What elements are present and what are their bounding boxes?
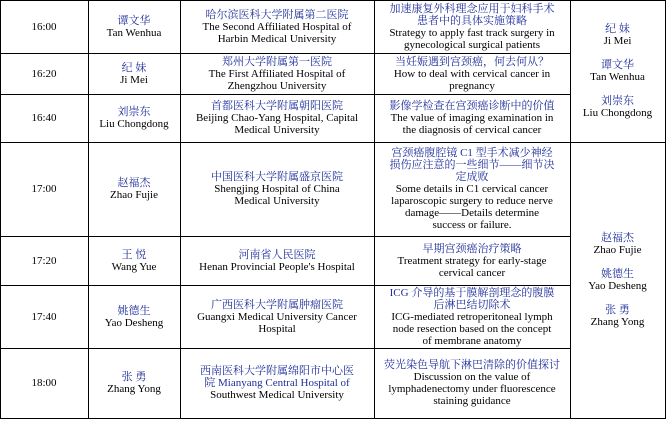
hospital-cell [180, 94, 374, 142]
topic-line: cervical cancer [438, 266, 506, 279]
moderator-name-zh: 赵福杰 [601, 232, 634, 244]
time-cell [0, 94, 88, 142]
speaker-name-zh: 王 悦 [121, 248, 147, 261]
topic-cell [374, 0, 570, 53]
hospital-line: Shengjing Hospital of China [214, 183, 340, 195]
hospital-line: 哈尔滨医科大学附属第二医院 [205, 8, 349, 21]
time-cell [0, 285, 88, 348]
hospital-cell [180, 348, 374, 418]
topic-line: staining guidance [433, 395, 511, 407]
topic-line: damage——Details determine [404, 207, 540, 219]
speaker-cell [88, 285, 180, 348]
topic-line: Treatment strategy for early-stage [397, 254, 547, 267]
topic-cell [374, 53, 570, 94]
moderator-name-en: Zhao Fujie [593, 244, 642, 256]
moderator-name-zh: 纪 妹 [605, 23, 630, 35]
topic-line: lymphadenectomy under fluorescence [388, 383, 556, 395]
hospital-line: Guangxi Medical University Cancer [197, 310, 357, 323]
speaker-name-en: Zhao Fujie [110, 189, 158, 201]
topic-line: 早期宫颈癌治疗策略 [422, 242, 522, 255]
topic-line: The value of imaging examination in [390, 112, 554, 124]
speaker-name-en: Ji Mei [120, 73, 148, 86]
moderator-name-zh: 张 勇 [605, 304, 630, 316]
topic-line: success or failure. [432, 219, 512, 231]
topic-line: pregnancy [449, 79, 495, 92]
time-cell [0, 142, 88, 236]
hospital-line: The Second Affiliated Hospital of [202, 20, 352, 33]
topic-cell [374, 236, 570, 285]
topic-line: gynecological surgical patients [403, 38, 541, 51]
topic-line: 宫颈癌腹腔镜 C1 型手术减少神经 [391, 147, 553, 159]
speaker-name-en: Zhang Yong [107, 383, 161, 395]
speaker-cell [88, 94, 180, 142]
moderator-name-zh: 谭文华 [601, 59, 634, 71]
time-text: 16:00 [31, 20, 57, 33]
hospital-cell [180, 0, 374, 53]
moderator [583, 95, 652, 119]
topic-line: How to deal with cervical cancer in [393, 67, 551, 80]
speaker-name-en: Wang Yue [111, 260, 157, 273]
time-text: 16:20 [31, 67, 57, 80]
time-text: 17:20 [31, 254, 57, 267]
topic-line: laparoscopic surgery to reduce nerve [391, 195, 553, 207]
moderator-name-zh: 刘崇东 [601, 95, 634, 107]
speaker-name-zh: 刘崇东 [117, 106, 151, 118]
topic-line: 后淋巴结切除术 [433, 298, 511, 311]
moderator [590, 59, 645, 83]
hospital-cell [180, 53, 374, 94]
grid-line [0, 418, 666, 419]
topic-cell [374, 285, 570, 348]
hospital-line: Southwest Medical University [210, 389, 344, 401]
moderator [594, 232, 642, 256]
topic-line: 患者中的具体实施策略 [417, 14, 527, 27]
speaker-cell [88, 53, 180, 94]
speaker-name-zh: 谭文华 [117, 14, 151, 27]
hospital-cell [180, 285, 374, 348]
hospital-line: 西南医科大学附属绵阳市中心医 [200, 365, 354, 377]
hospital-line: The First Affiliated Hospital of [208, 67, 346, 80]
time-cell [0, 236, 88, 285]
topic-line: of membrane anatomy [422, 334, 522, 347]
topic-line: Some details in C1 cervical cancer [395, 183, 549, 195]
moderator-name-en: Tan Wenhua [590, 71, 645, 83]
moderator [604, 23, 632, 47]
topic-line: 加速康复外科理念应用于妇科手术 [389, 2, 555, 15]
hospital-line: 院 Mianyang Central Hospital of [204, 377, 350, 389]
topic-line: 定成败 [455, 171, 489, 183]
hospital-line: Harbin Medical University [217, 32, 337, 45]
speaker-cell [88, 348, 180, 418]
topic-line: Strategy to apply fast track surgery in [389, 26, 555, 39]
hospital-line: Hospital [258, 322, 296, 335]
time-text: 18:00 [31, 377, 57, 389]
speaker-name-en: Liu Chongdong [99, 118, 169, 130]
moderator-name-zh: 姚德生 [601, 268, 634, 280]
topic-line: 影像学检查在宫颈癌诊断中的价值 [389, 100, 555, 112]
time-text: 17:40 [31, 310, 57, 323]
time-text: 16:40 [31, 112, 57, 124]
moderator-name-en: Ji Mei [603, 35, 632, 47]
hospital-line: 首都医科大学附属朝阳医院 [211, 100, 343, 112]
hospital-line: Beijing Chao-Yang Hospital, Capital [195, 112, 359, 124]
time-cell [0, 0, 88, 53]
topic-line: 损伤应注意的一些细节——细节决 [389, 159, 555, 171]
time-text: 17:00 [31, 183, 57, 195]
hospital-line: Henan Provincial People's Hospital [199, 260, 355, 273]
speaker-cell [88, 0, 180, 53]
hospital-line: Medical University [234, 195, 320, 207]
hospital-line: Medical University [234, 124, 320, 136]
topic-line: ICG-mediated retroperitoneal lymph [391, 310, 553, 323]
moderator-name-en: Yao Desheng [588, 280, 647, 292]
hospital-line: 广西医科大学附属肿瘤医院 [211, 298, 343, 311]
hospital-line: 郑州大学附属第一医院 [222, 55, 332, 68]
hospital-line: 中国医科大学附属盛京医院 [211, 171, 343, 183]
topic-line: node resection based on the concept [392, 322, 552, 335]
topic-line: ICG 介导的基于膜解剖理念的腹膜 [389, 286, 555, 299]
topic-cell [374, 94, 570, 142]
moderator [591, 304, 645, 328]
hospital-cell [180, 142, 374, 236]
topic-line: 当妊娠遇到宫颈癌，何去何从？ [395, 55, 549, 68]
speaker-name-zh: 张 勇 [121, 371, 147, 383]
speaker-name-zh: 赵福杰 [117, 177, 151, 189]
hospital-line: 河南省人民医院 [238, 248, 316, 261]
topic-line: the diagnosis of cervical cancer [402, 124, 542, 136]
topic-cell [374, 348, 570, 418]
time-cell [0, 348, 88, 418]
moderator [588, 268, 646, 292]
speaker-name-zh: 纪 妹 [121, 61, 147, 74]
topic-line: Discussion on the value of [413, 371, 531, 383]
topic-line: 荧光染色导航下淋巴清除的价值探讨 [384, 359, 560, 371]
moderator-name-en: Zhang Yong [590, 316, 645, 328]
speaker-cell [88, 142, 180, 236]
speaker-name-en: Tan Wenhua [106, 26, 162, 39]
hospital-cell [180, 236, 374, 285]
speaker-name-en: Yao Desheng [104, 316, 164, 329]
time-cell [0, 53, 88, 94]
speaker-name-zh: 姚德生 [117, 304, 151, 317]
speaker-cell [88, 236, 180, 285]
topic-cell [374, 142, 570, 236]
moderator-name-en: Liu Chongdong [582, 107, 653, 119]
moderator-cell [570, 142, 665, 418]
moderator-cell [570, 0, 665, 142]
hospital-line: Zhengzhou University [227, 79, 327, 92]
